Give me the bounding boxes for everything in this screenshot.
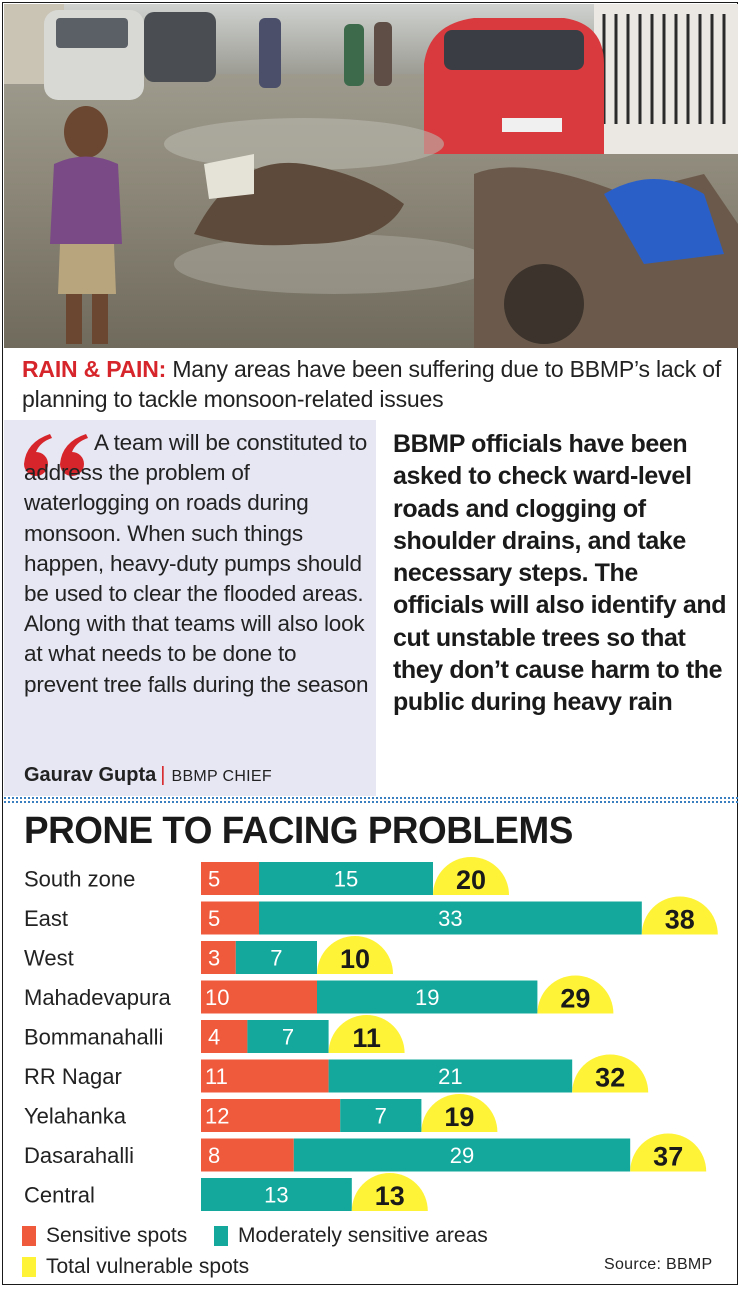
legend-item-total (22, 1255, 249, 1279)
bar-label-moderate: 19 (414, 985, 440, 1010)
legend-swatch-total (22, 1257, 36, 1277)
bar-label-sensitive: 11 (205, 1064, 228, 1089)
chart-source: Source: BBMP (604, 1256, 713, 1273)
total-label: 38 (664, 904, 695, 935)
category-label: Bommanahalli (24, 1024, 164, 1050)
bar-label-sensitive: 12 (205, 1103, 230, 1129)
category-label: West (24, 945, 74, 971)
legend-label-total: Total vulnerable spots (46, 1255, 250, 1278)
bar-label-moderate: 7 (281, 1024, 295, 1050)
bar-label-sensitive: 3 (208, 945, 221, 971)
category-label: South zone (24, 866, 136, 892)
category-label: East (24, 906, 69, 931)
legend-item-moderate (214, 1224, 488, 1248)
category-label: Yelahanka (24, 1103, 126, 1129)
total-label: 10 (339, 944, 371, 974)
caption-text: Many areas have been suffering due to BBMP’s lack of planning to tackle monsoon-related issues (22, 356, 722, 412)
bar-label-sensitive: 5 (208, 906, 221, 931)
total-label: 32 (595, 1062, 626, 1093)
legend-swatch-moderate (214, 1226, 228, 1246)
category-label: Dasarahalli (24, 1143, 135, 1168)
caption-kicker: RAIN & PAIN: (22, 356, 167, 382)
legend-label-moderate: Moderately sensitive areas (238, 1224, 488, 1247)
bar-label-sensitive: 10 (205, 985, 230, 1010)
quote-author-role: BBMP CHIEF (171, 768, 272, 785)
bar-label-sensitive: 8 (208, 1143, 221, 1168)
quote-text: A team will be constituted to address the problem of waterlogging on roads during monsoon. When such things happen, heavy-duty pumps should be used to clear the flooded areas. Along with that teams will also look at what needs to be done to prevent tree falls during the season (24, 430, 369, 697)
category-label: RR Nagar (24, 1064, 122, 1089)
chart-title: PRONE TO FACING PROBLEMS (24, 810, 573, 852)
quote-author-name: Gaurav Gupta (24, 764, 157, 786)
bar-label-moderate: 15 (333, 866, 359, 892)
bar-label-moderate: 7 (270, 945, 283, 971)
total-label: 19 (444, 1102, 475, 1132)
officials-note: BBMP officials have been asked to check ward-level roads and clogging of shoulder drains, and take necessary steps. The officials will also identify and cut unstable trees so that they don’t cause harm to the public during heavy rain (393, 430, 727, 717)
total-label: 20 (455, 865, 487, 895)
legend-label-sensitive: Sensitive spots (46, 1224, 188, 1247)
total-label: 13 (374, 1181, 405, 1211)
bar-label-moderate: 13 (264, 1182, 289, 1208)
category-label: Central (24, 1182, 95, 1208)
bar-label-sensitive: 4 (208, 1024, 221, 1050)
bar-label-moderate: 21 (438, 1064, 463, 1089)
category-label: Mahadevapura (24, 985, 171, 1010)
bar-label-moderate: 7 (374, 1103, 387, 1129)
attribution-separator: | (160, 764, 166, 786)
bar-label-moderate: 33 (438, 906, 463, 931)
total-label: 11 (352, 1023, 381, 1053)
total-label: 37 (653, 1141, 684, 1172)
bar-label-sensitive: 5 (208, 866, 221, 892)
bar-label-moderate: 29 (449, 1143, 475, 1168)
total-label: 29 (560, 983, 591, 1014)
legend-swatch-sensitive (22, 1226, 36, 1246)
legend-item-sensitive (22, 1224, 187, 1248)
